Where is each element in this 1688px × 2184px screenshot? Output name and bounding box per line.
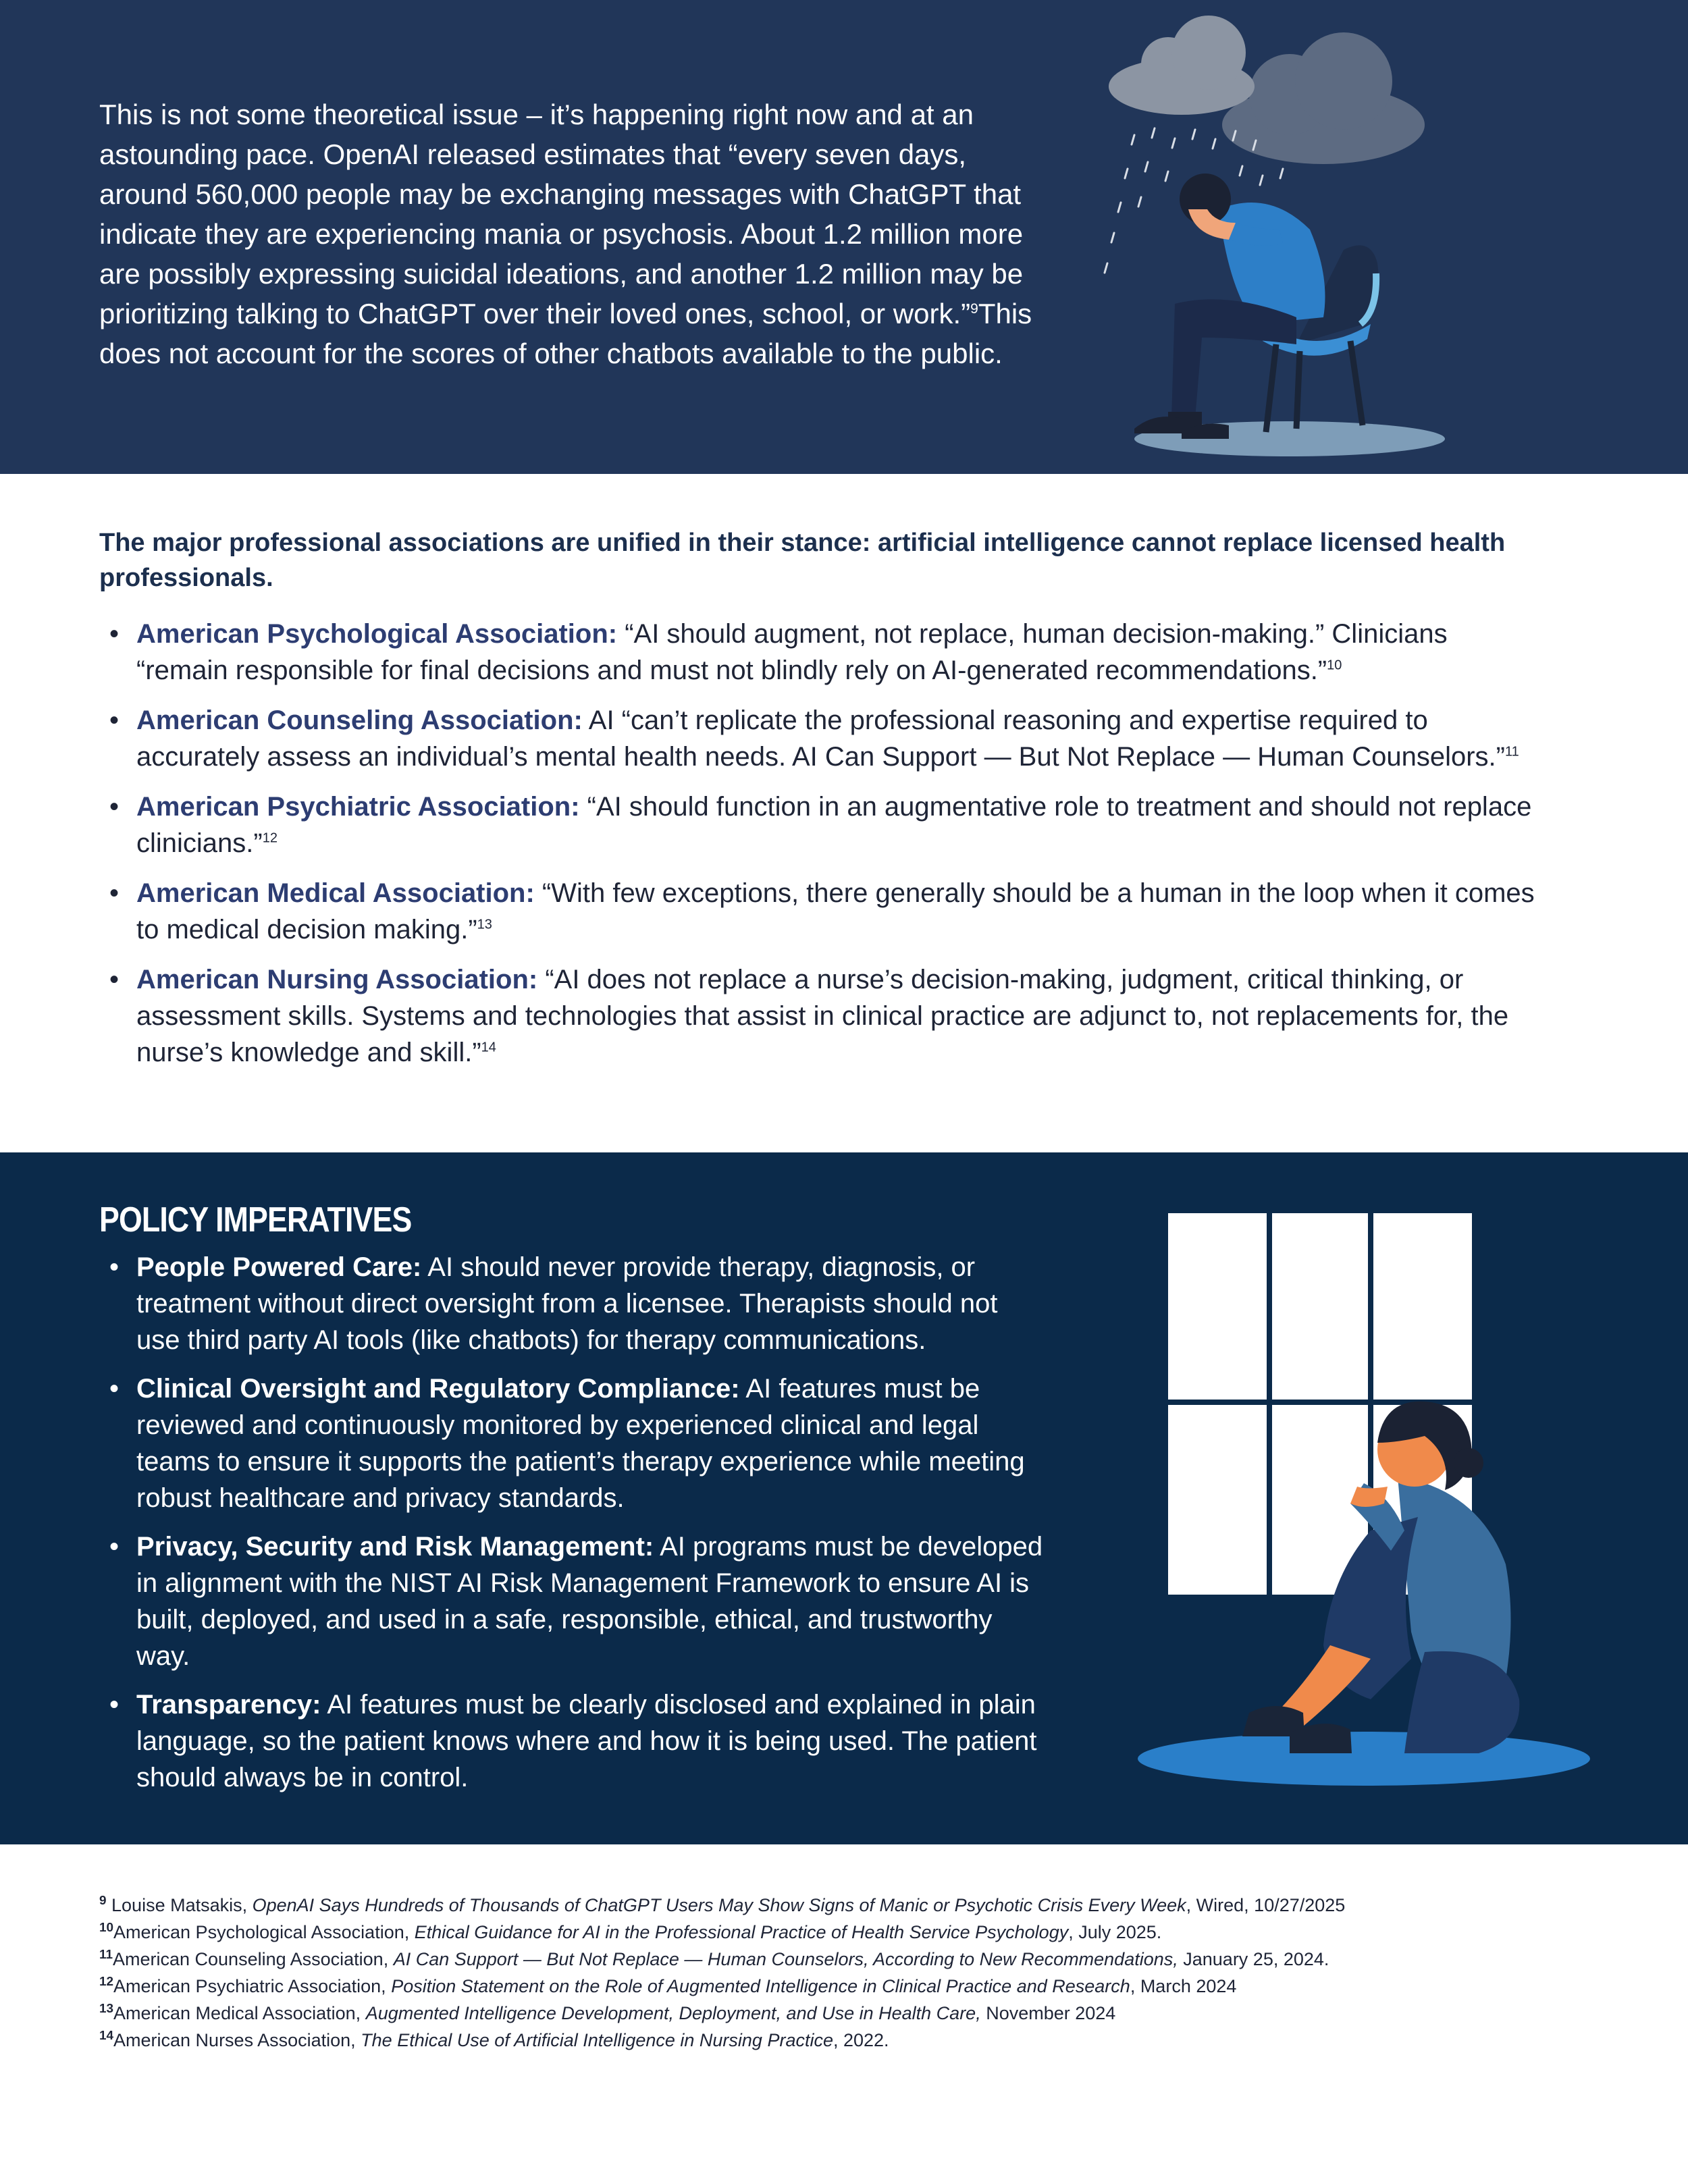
footnote-author: American Medical Association, xyxy=(113,2003,366,2023)
list-item xyxy=(101,1528,1047,1674)
policy-text: AI programs must be developed in alignment with the NIST AI Risk Management Framework to ensure AI is built, deployed, and used in a safe, responsible, ethical, and trustworthy way. xyxy=(136,1532,1043,1671)
footnote-ref: 9 xyxy=(970,301,978,317)
policy-title: POLICY IMPERATIVES xyxy=(99,1200,412,1240)
top-banner xyxy=(0,0,1688,474)
footnote-author: American Nurses Association, xyxy=(113,2030,361,2050)
list-item xyxy=(101,1370,1047,1516)
footnote-title: The Ethical Use of Artificial Intelligence in Nursing Practice xyxy=(361,2030,833,2050)
associations-list xyxy=(101,616,1539,1084)
list-item xyxy=(101,616,1539,689)
footnote-author: American Psychological Association, xyxy=(113,1922,415,1942)
footnote-number: 11 xyxy=(99,1948,113,1962)
list-item xyxy=(101,961,1539,1071)
list-item xyxy=(101,1686,1047,1796)
footnote-tail: , 2022. xyxy=(833,2030,889,2050)
woman-by-window-illustration xyxy=(1128,1213,1614,1821)
footnote-number: 14 xyxy=(99,2029,114,2043)
footnote xyxy=(99,1946,1618,1973)
footnote xyxy=(99,1919,1618,1946)
policy-name: Privacy, Security and Risk Management: xyxy=(136,1532,654,1562)
association-name: American Counseling Association: xyxy=(136,705,583,735)
footnote-number: 12 xyxy=(99,1975,114,1989)
policy-list xyxy=(101,1249,1047,1808)
footnote xyxy=(99,1892,1618,1919)
footnote-number: 10 xyxy=(99,1921,114,1935)
association-name: American Medical Association: xyxy=(136,878,535,908)
association-name: American Nursing Association: xyxy=(136,965,538,994)
footnote-ref: 10 xyxy=(1327,658,1342,673)
footnote-ref: 12 xyxy=(262,830,278,846)
footnote xyxy=(99,2000,1618,2027)
associations-heading: The major professional associations are unified in their stance: artificial intelligence cannot replace licensed health professionals. xyxy=(99,529,1506,592)
intro-text: This is not some theoretical issue – it’s happening right now and at an astounding pace. OpenAI released estimates that “every seven days, around 560,000 people may be exchanging messages with ChatGPT that indicate they are experiencing mania or psychosis. About 1.2 million more are possibly expressing suicidal ideations, and another 1.2 million may be prioritizing talking to ChatGPT over their loved ones, school, or work.” xyxy=(99,99,1024,329)
footnote-author: American Psychiatric Association, xyxy=(113,1976,392,1996)
footnote-tail: , March 2024 xyxy=(1130,1976,1237,1996)
footnote-title: Ethical Guidance for AI in the Professional Practice of Health Service Psychology xyxy=(414,1922,1069,1942)
footnote-title: Augmented Intelligence Development, Deployment, and Use in Health Care, xyxy=(365,2003,981,2023)
list-item xyxy=(101,702,1539,775)
policy-text: AI features must be reviewed and continuously monitored by experienced clinical and legal teams to ensure it supports the patient’s therapy experience while meeting robust healthcare and privacy standards. xyxy=(136,1374,1025,1513)
footnote-number: 13 xyxy=(99,2002,114,2016)
list-item xyxy=(101,875,1539,948)
footnote-title: Position Statement on the Role of Augmented Intelligence in Clinical Practice and Research xyxy=(391,1976,1130,1996)
association-quote: “AI should augment, not replace, human decision-making.” Clinicians “remain responsible for final decisions and must not blindly rely on AI-generated recommendations.” xyxy=(136,619,1448,685)
list-item xyxy=(101,1249,1047,1358)
footnote xyxy=(99,2027,1618,2054)
footnote-ref: 13 xyxy=(477,917,492,932)
association-name: American Psychiatric Association: xyxy=(136,792,580,822)
footnote-tail: January 25, 2024. xyxy=(1178,1949,1329,1969)
policy-name: Transparency: xyxy=(136,1690,321,1720)
association-quote: AI “can’t replicate the professional reasoning and expertise required to accurately assess an individual’s mental health needs. AI Can Support — But Not Replace — Human Counselors.” xyxy=(136,705,1505,772)
policy-text: AI features must be clearly disclosed and explained in plain language, so the patient knows where and how it is being used. The patient should always be in control. xyxy=(136,1690,1037,1792)
footnote-author: Louise Matsakis, xyxy=(106,1895,253,1915)
associations-section xyxy=(0,474,1688,1152)
footnote-title: OpenAI Says Hundreds of Thousands of ChatGPT Users May Show Signs of Manic or Psychotic Crisis Every Week xyxy=(252,1895,1186,1915)
association-quote: “AI should function in an augmentative role to treatment and should not replace clinicians.” xyxy=(136,792,1532,858)
association-name: American Psychological Association: xyxy=(136,619,618,649)
rain-cloud-icon xyxy=(1109,16,1425,164)
sad-man-under-rain-cloud-illustration xyxy=(1094,7,1472,466)
footnote-number: 9 xyxy=(99,1894,107,1908)
footnote-author: American Counseling Association, xyxy=(112,1949,394,1969)
policy-text: AI should never provide therapy, diagnosis, or treatment without direct oversight from a licensee. Therapists should not use third party AI tools (like chatbots) for therapy communications. xyxy=(136,1252,998,1355)
intro-text-tail: This does not account for the scores of other chatbots available to the public. xyxy=(99,298,1032,369)
policy-name: People Powered Care: xyxy=(136,1252,422,1282)
footnotes-section xyxy=(0,1844,1688,2184)
footnote-list xyxy=(99,1892,1618,2054)
association-quote: “AI does not replace a nurse’s decision-making, judgment, critical thinking, or assessment skills. Systems and technologies that assist in clinical practice are adjunct to, not replacements for, the nurse’s knowledge and skill.” xyxy=(136,965,1509,1067)
policy-name: Clinical Oversight and Regulatory Compliance: xyxy=(136,1374,740,1404)
footnote-tail: November 2024 xyxy=(980,2003,1116,2023)
footnote xyxy=(99,1973,1618,2000)
footnote-tail: , July 2025. xyxy=(1068,1922,1162,1942)
footnote-title: AI Can Support — But Not Replace — Human Counselors, According to New Recommendations, xyxy=(393,1949,1178,1969)
policy-section xyxy=(0,1152,1688,1844)
intro-paragraph xyxy=(99,95,1045,373)
footnote-ref: 11 xyxy=(1505,744,1519,760)
footnote-ref: 14 xyxy=(481,1040,496,1055)
association-quote: “With few exceptions, there generally should be a human in the loop when it comes to medical decision making.” xyxy=(136,878,1535,944)
footnote-tail: , Wired, 10/27/2025 xyxy=(1186,1895,1346,1915)
list-item xyxy=(101,789,1539,861)
